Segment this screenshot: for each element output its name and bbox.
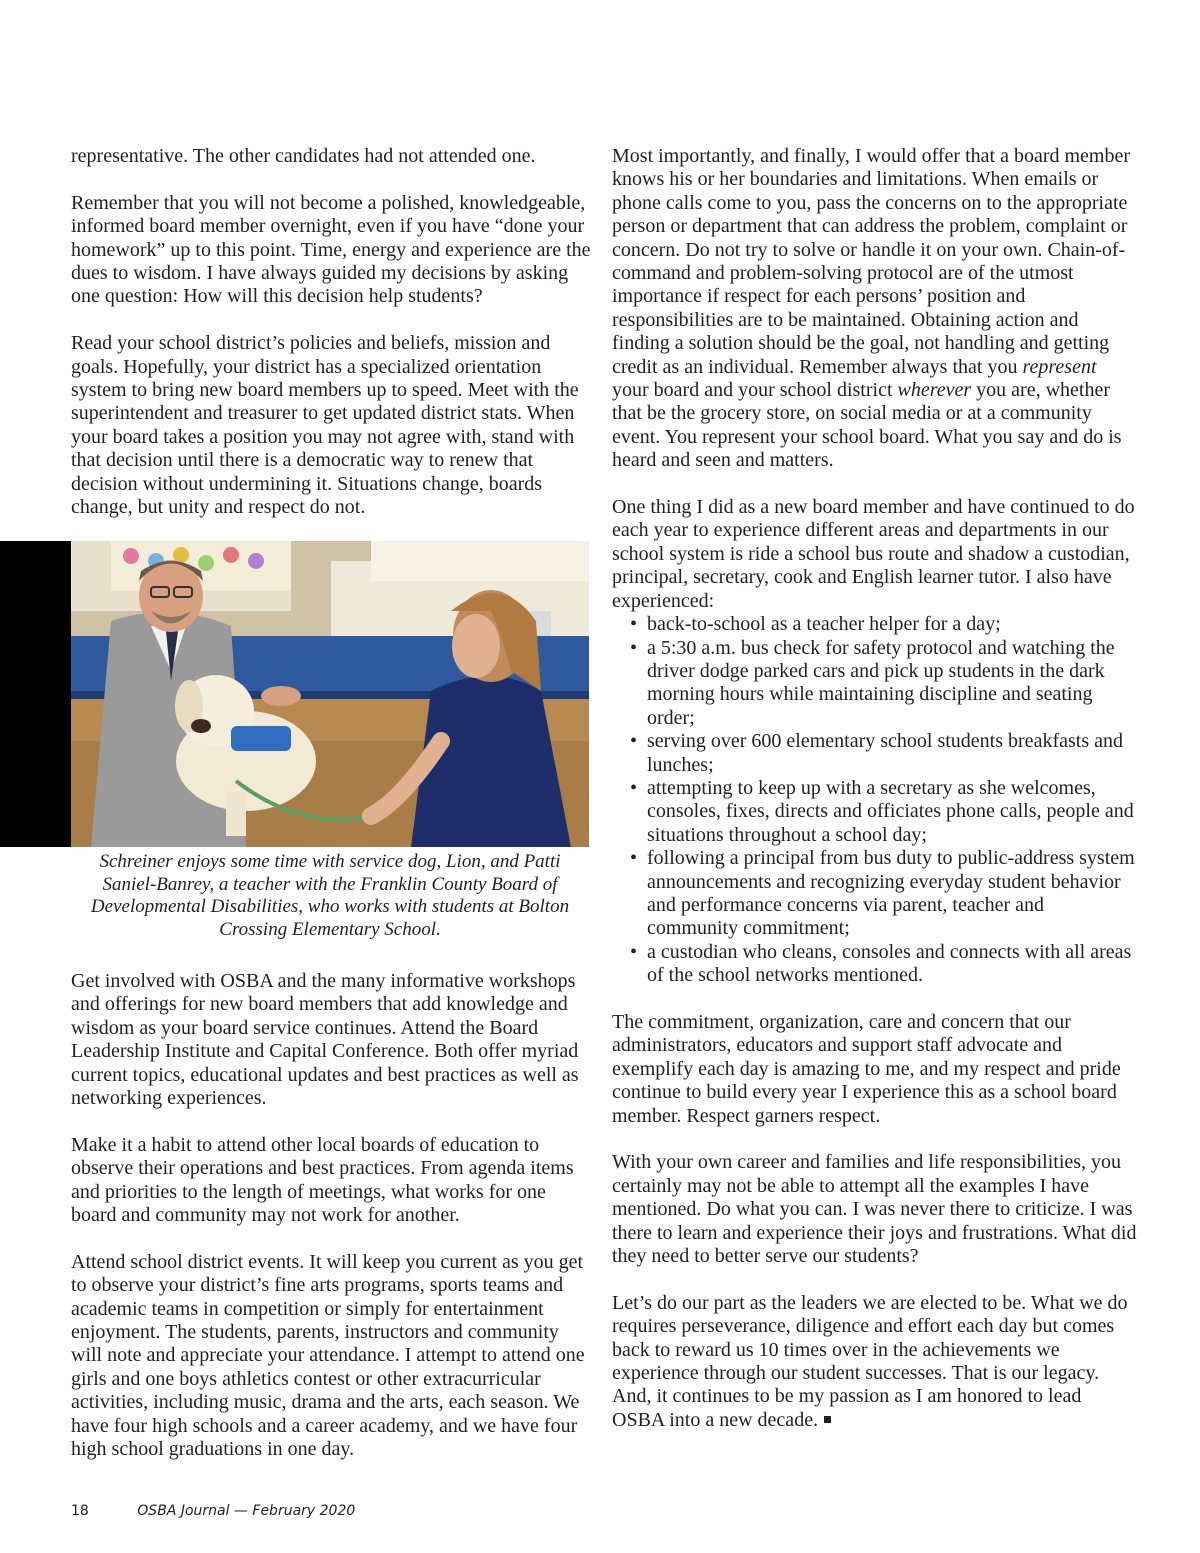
- paragraph: representative. The other candidates had not attended one.: [71, 145, 536, 167]
- right-column: [612, 145, 1137, 1432]
- page-footer: [71, 1503, 355, 1519]
- text-run: Let’s do our part as the leaders we are elected to be. What we do requires perseverance, diligence and effort each day but comes back to reward us 10 times over in the achievements we experience through our student successes. That is our legacy. And, it continues to be my passion as I am honored to lead OSBA into a new decade.: [612, 1291, 1128, 1431]
- emphasis: represent: [1022, 355, 1097, 378]
- paragraph: Make it a habit to attend other local boards of education to observe their operations and best practices. From agenda items and priorities to the length of meetings, what works for one board and community may not work for another.: [71, 1133, 574, 1227]
- list-item: • a custodian who cleans, consoles and connects with all areas of the school networks mentioned.: [612, 941, 1137, 988]
- paragraph: Read your school district’s policies and beliefs, mission and goals. Hopefully, your district has a specialized orientation system to bring new board members up to speed. Meet with the superintendent and treasurer to get updated district stats. When your board takes a position you may not agree with, stand with that decision until there is a democratic way to renew that decision without undermining it. Situations change, boards change, but unity and respect do not.: [71, 332, 579, 519]
- text-run: you are, whether that be the grocery store, on social media or at a community event. You represent your school board. What you say and do is heard and seen and matters.: [612, 379, 1122, 472]
- photo-man-dog-teacher: [71, 541, 589, 847]
- paragraph: One thing I did as a new board member and have continued to do each year to experience different areas and departments in our school system is ride a school bus route and shadow a custodian, principal, secretary, cook and English learner tutor. I also have experienced:: [612, 496, 1135, 612]
- publication-name: OSBA Journal — February 2020: [137, 1503, 356, 1519]
- text-run: Most importantly, and finally, I would offer that a board member knows his or her boundaries and limitations. When emails or phone calls come to you, pass the concerns on to the appropriate person or department that can address the problem, complaint or concern. Do not try to solve or handle it on your own. Chain-of-command and problem-solving protocol are of the utmost importance if respect for each persons’ position and responsibilities are to be maintained. Obtaining action and finding a solution should be the goal, not handling and getting credit as an individual. Remember always that you: [612, 145, 1131, 378]
- experience-list: [612, 613, 1137, 988]
- paragraph: The commitment, organization, care and concern that our administrators, educators and support staff advocate and exemplify each day is amazing to me, and my respect and pride continue to build every year I experience this as a school board member. Respect garners respect.: [612, 1011, 1121, 1127]
- list-item: • a 5:30 a.m. bus check for safety protocol and watching the driver dodge parked cars and pick up students in the dark morning hours while maintaining discipline and seating order;: [612, 637, 1137, 731]
- left-column-top: [71, 145, 591, 543]
- paragraph: Remember that you will not become a polished, knowledgeable, informed board member overnight, even if you have “done your homework” up to this point. Time, energy and experience are the dues to wisdom. I have always guided my decisions by asking one question: How will this decision help students?: [71, 191, 591, 308]
- photo-caption: Schreiner enjoys some time with service dog, Lion, and Patti Saniel-Banrey, a teacher with the Franklin County Board of Developmental Disabilities, who works with students at Bolton Crossing Elementary School.: [90, 851, 570, 940]
- list-item: • back-to-school as a teacher helper for a day;: [612, 613, 1137, 636]
- paragraph: With your own career and families and life responsibilities, you certainly may not be able to attempt all the examples I have mentioned. Do what you can. I was never there to criticize. I was there to learn and experience their joys and frustrations. What did they need to better serve our students?: [612, 1151, 1137, 1268]
- paragraph: Attend school district events. It will keep you current as you get to observe your district’s fine arts programs, sports teams and academic teams in competition or simply for entertainment enjoyment. The students, parents, instructors and community will note and appreciate your attendance. I attempt to attend one girls and one boys athletics contest or other extracurricular activities, including music, drama and the arts, each season. We have four high schools and a career academy, and we have four high school graduations in one day.: [71, 1250, 585, 1461]
- list-item: • attempting to keep up with a secretary as she welcomes, consoles, fixes, directs and officiates phone calls, people and situations throughout a school day;: [612, 777, 1137, 847]
- paragraph: [612, 1292, 1137, 1432]
- list-item: • serving over 600 elementary school students breakfasts and lunches;: [612, 730, 1137, 777]
- photo-block: [0, 541, 590, 847]
- paragraph: Get involved with OSBA and the many informative workshops and offerings for new board members that add knowledge and wisdom as your board service continues. Attend the Board Leadership Institute and Capital Conference. Both offer myriad current topics, educational updates and best practices as well as networking experiences.: [71, 970, 579, 1110]
- list-item: • following a principal from bus duty to public-address system announcements and recognizing everyday student behavior and performance concerns via parent, teacher and community commitment;: [612, 847, 1137, 941]
- text-run: your board and your school district: [612, 379, 898, 402]
- page-number: 18: [71, 1503, 89, 1519]
- paragraph: [612, 145, 1137, 473]
- left-column-bottom: [71, 970, 591, 1462]
- decorative-bar: [0, 541, 71, 847]
- emphasis: wherever: [897, 379, 972, 402]
- end-mark-icon: [824, 1416, 831, 1423]
